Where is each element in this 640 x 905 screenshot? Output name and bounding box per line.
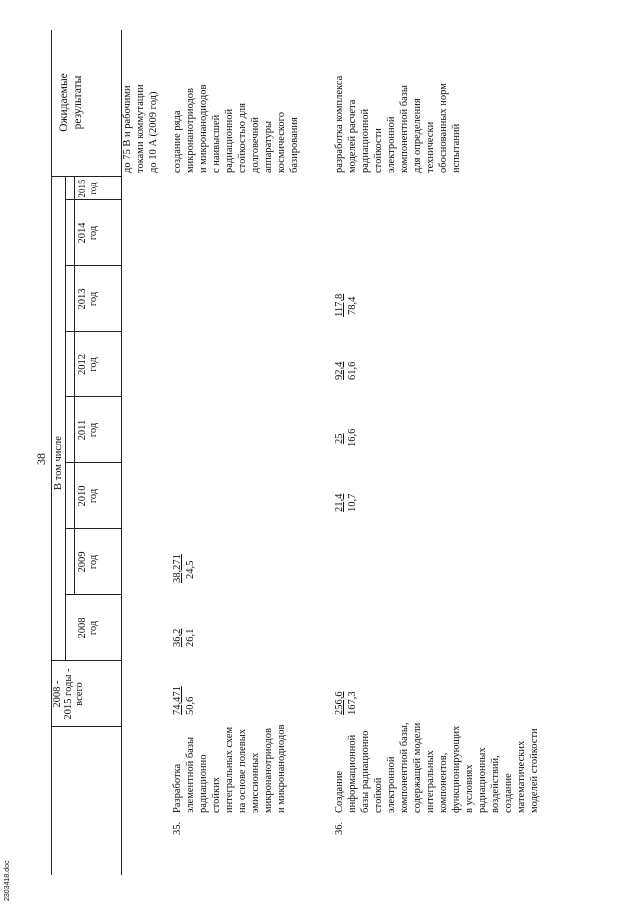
- row-name-line: Создание: [334, 770, 345, 813]
- row-results-line: технически: [425, 121, 436, 173]
- row-name-line: в условиях: [464, 764, 475, 813]
- row-number: 35.: [172, 821, 183, 835]
- row-2011-value: 25: [334, 433, 345, 444]
- header-year-suffix: год: [88, 620, 99, 636]
- row-name-line: компонентной базы,: [399, 722, 410, 813]
- row-name-line: и микронанодиодов: [276, 724, 287, 813]
- row-results-line: для определения: [412, 98, 423, 173]
- page-number: 38: [34, 453, 48, 465]
- column-divider: [51, 726, 121, 727]
- row-results-line: базирования: [289, 117, 300, 173]
- header-in-total: В том числе: [53, 436, 64, 490]
- header-year-2012: 2012: [77, 354, 88, 375]
- row-name-line: стойких: [211, 777, 222, 813]
- row-name-line: создание: [503, 773, 514, 813]
- row-name-line: функционирующих: [451, 725, 462, 813]
- row-name-line: радиационных: [477, 747, 488, 813]
- row-name-line: информационной: [347, 734, 358, 813]
- row-name-line: Разработка: [172, 763, 183, 813]
- row-results-line: микронанотриодов: [185, 88, 196, 173]
- row-name-line: микронанотриодов: [263, 728, 274, 813]
- row-2012-value: 92,4: [334, 361, 345, 380]
- header-year-suffix: год: [88, 225, 99, 241]
- row-name-line: на основе полевых: [237, 728, 248, 813]
- row-2013-value: 117,8: [334, 293, 345, 317]
- row-name-line: содержащей модели: [412, 722, 423, 813]
- row-results-line: радиационной: [224, 108, 235, 173]
- row-results-line: стойкостью для: [237, 103, 248, 173]
- row-results-line: долговечной: [250, 116, 261, 173]
- header-total-line1: 2008 -: [52, 680, 63, 708]
- row-results-line: и микронанодиодов: [198, 84, 209, 173]
- row-results-line: создание ряда: [172, 110, 183, 173]
- row-2010-value: 21,4: [334, 493, 345, 512]
- row-name-line: интегральных: [425, 750, 436, 813]
- header-year-suffix: год: [88, 357, 99, 372]
- row-results-line: компонентной базы: [399, 85, 410, 173]
- row-results-line: испытаний: [451, 123, 462, 173]
- header-total-line3: всего: [74, 682, 85, 706]
- row-2009-federal-value: 24,5: [185, 560, 196, 579]
- row-results-line: с наивысшей: [211, 114, 222, 173]
- row-name-line: электронной: [386, 756, 397, 813]
- header-year-2008: 2008: [77, 617, 88, 639]
- header-year-2010: 2010: [77, 485, 88, 507]
- continuation-line: токами коммутации: [135, 84, 146, 173]
- header-year-2011: 2011: [77, 419, 88, 441]
- row-2012-federal-value: 61,6: [347, 361, 358, 380]
- header-total-line2: 2015 годы -: [63, 668, 74, 720]
- row-results-line: радиационной: [360, 108, 371, 173]
- row-name-line: моделей стойкости: [529, 728, 540, 813]
- header-year-suffix: год: [88, 291, 99, 307]
- row-name-line: эмиссионных: [250, 752, 261, 813]
- header-line: [65, 177, 66, 661]
- row-total-value: 74,471: [172, 686, 183, 715]
- header-year-2015: 2015: [77, 179, 87, 198]
- row-total-value: 256,6: [334, 691, 345, 715]
- row-2011-federal-value: 16,6: [347, 428, 358, 447]
- row-name-line: компонентов,: [438, 752, 449, 813]
- row-number: 36.: [334, 821, 345, 835]
- row-total-federal-value: 167,3: [347, 691, 358, 715]
- row-name-line: радиационно: [198, 754, 209, 813]
- row-name-line: математических: [516, 740, 527, 813]
- row-name-line: воздействий,: [490, 755, 501, 813]
- continuation-line: до 75 В и рабочими: [122, 85, 133, 173]
- header-results-line1: Ожидаемые: [58, 73, 70, 132]
- header-year-2009: 2009: [77, 551, 88, 573]
- row-total-federal-value: 50,6: [185, 696, 196, 715]
- row-results-line: разработка комплекса: [334, 75, 345, 173]
- row-results-line: моделей расчета: [347, 99, 358, 173]
- continuation-line: до 10 А (2009 год): [148, 91, 159, 173]
- row-2009-value: 38,271: [172, 554, 183, 583]
- row-2008-federal-value: 26,1: [185, 628, 196, 647]
- row-results-line: электронной: [386, 116, 397, 173]
- row-results-line: обоснованных норм: [438, 83, 449, 173]
- header-year-suffix: год: [88, 554, 99, 570]
- row-2013-federal-value: 78,4: [347, 296, 358, 315]
- header-year-2013: 2013: [77, 288, 88, 310]
- row-2010-federal-value: 10,7: [347, 493, 358, 512]
- row-results-line: стойкости: [373, 128, 384, 173]
- table-top-border: [51, 30, 52, 875]
- row-name-line: интегральных схем: [224, 726, 235, 813]
- header-line: [74, 177, 75, 595]
- row-name-line: стойкой: [373, 777, 384, 813]
- header-results-line2: результаты: [72, 75, 84, 130]
- row-results-line: аппаратуры: [263, 120, 274, 173]
- document-reference: 2303418.doc: [4, 860, 11, 901]
- row-results-line: космического: [276, 112, 287, 173]
- header-year-suffix: год: [88, 488, 99, 504]
- header-year-suffix: год: [88, 422, 99, 438]
- row-2008-value: 36,2: [172, 628, 183, 647]
- header-year-suffix: год: [88, 182, 98, 195]
- header-year-2014: 2014: [77, 222, 88, 244]
- row-name-line: базы радиационно: [360, 730, 371, 813]
- row-name-line: элементной базы: [185, 736, 196, 813]
